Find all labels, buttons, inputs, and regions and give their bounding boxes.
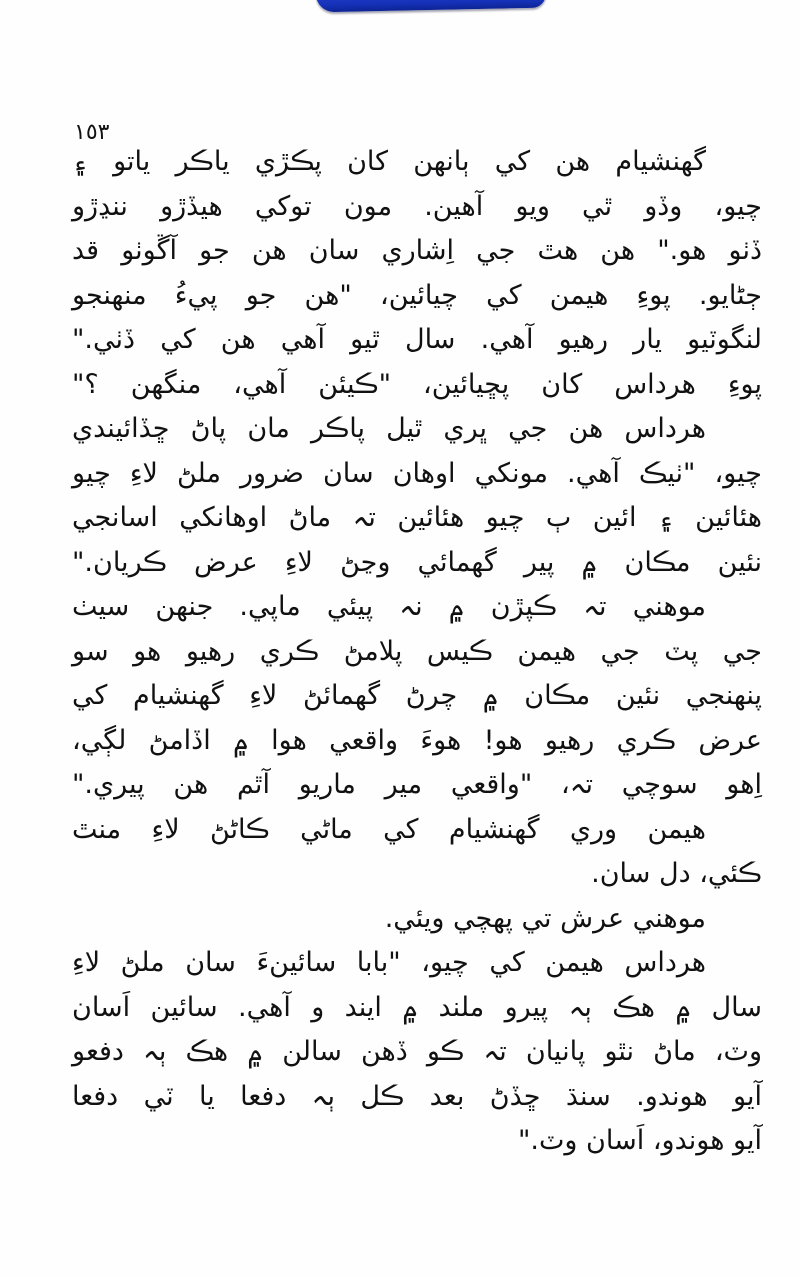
text-line: گھنشيام ھن کي ٻانھن کان پڪڙي ياڪر ياتو ۽ (72, 146, 706, 177)
text-line: ڏٺو ھو." ھن ھٿ جي اِشاري سان ھن جو آڱوٺو قد (72, 235, 762, 266)
text-line: سال ۾ ھڪ ٻہ پيرو ملند ۾ ايند و آھي. سائين اَسان (72, 991, 762, 1023)
text-line: آيو ھوندو. سنڌ ڇڏڻ بعد ڪل ٻہ دفعا يا ٽي دفعا (72, 1080, 762, 1112)
text-line: ھرداس ھيمن کي چيو، "بابا سائينءَ سان ملڻ لاءِ (72, 947, 706, 978)
page-number: ١٥٣ (74, 120, 110, 145)
text-line: ھئائين ۽ ائين ٻ چيو ھئائين تہ ماڻ اوھانکي اسانجي (72, 502, 762, 533)
text-line: ھيمن وري گھنشيام کي ماڻي ڪاڻڻ لاءِ منٿ (72, 813, 706, 845)
body-text (72, 140, 762, 1164)
text-line: موھني عرش تي پھچي ويئي. (384, 902, 706, 934)
blue-bookmark-tab (316, 0, 546, 12)
text-line: نئين مڪان ۾ پير گھمائي وڃڻ لاءِ عرض ڪريان." (72, 546, 762, 578)
text-line: ڄڻايو. پوءِ ھيمن کي چيائين، "ھن جو پيءُ منھنجو (72, 279, 762, 311)
text-line: اِھو سوچي تہ، "واقعي مير ماريو آٿم ھن پيري." (72, 769, 762, 800)
text-line: عرض ڪري رھيو ھو! ھوءَ واقعي ھوا ۾ اڏامڻ لڳي، (72, 724, 762, 756)
text-line: پنھنجي نئين مڪان ۾ چرڻ گھمائڻ لاءِ گھنشيام کي (72, 680, 762, 711)
text-line: موھني تہ ڪپڙن ۾ نہ پيئي ماپي. جنھن سيٺ (72, 591, 706, 622)
text-line: ڪئي، دل سان. (591, 858, 762, 889)
text-line: ھرداس ھن جي ڀري ٿيل پاڪر مان پاڻ ڇڏائيندي (72, 413, 706, 444)
text-line: چيو، وڏو ٿي ويو آھين. مون توکي ھيڏڙو ننڍڙو (72, 190, 762, 222)
text-line: آيو ھوندو، اَسان وٽ." (518, 1125, 762, 1156)
text-line: پوءِ ھرداس کان پڇيائين، "ڪيئن آھي، منگھن ؟" (72, 368, 762, 400)
text-line: لنگوٽيو يار رھيو آھي. سال ٿيو آھي ھن کي ڏٺي." (72, 324, 762, 355)
text-line: چيو، "ٺيڪ آھي. مونکي اوھان سان ضرور ملڻ لاءِ چيو (72, 457, 762, 489)
text-line: جي پٽ جي ھيمن ڪيس پلامڻ ڪري رھيو ھو سو (72, 635, 762, 667)
text-line: وٽ، ماڻ نٿو پانيان تہ ڪو ڏھن سالن ۾ ھڪ ٻہ دفعو (72, 1036, 762, 1067)
